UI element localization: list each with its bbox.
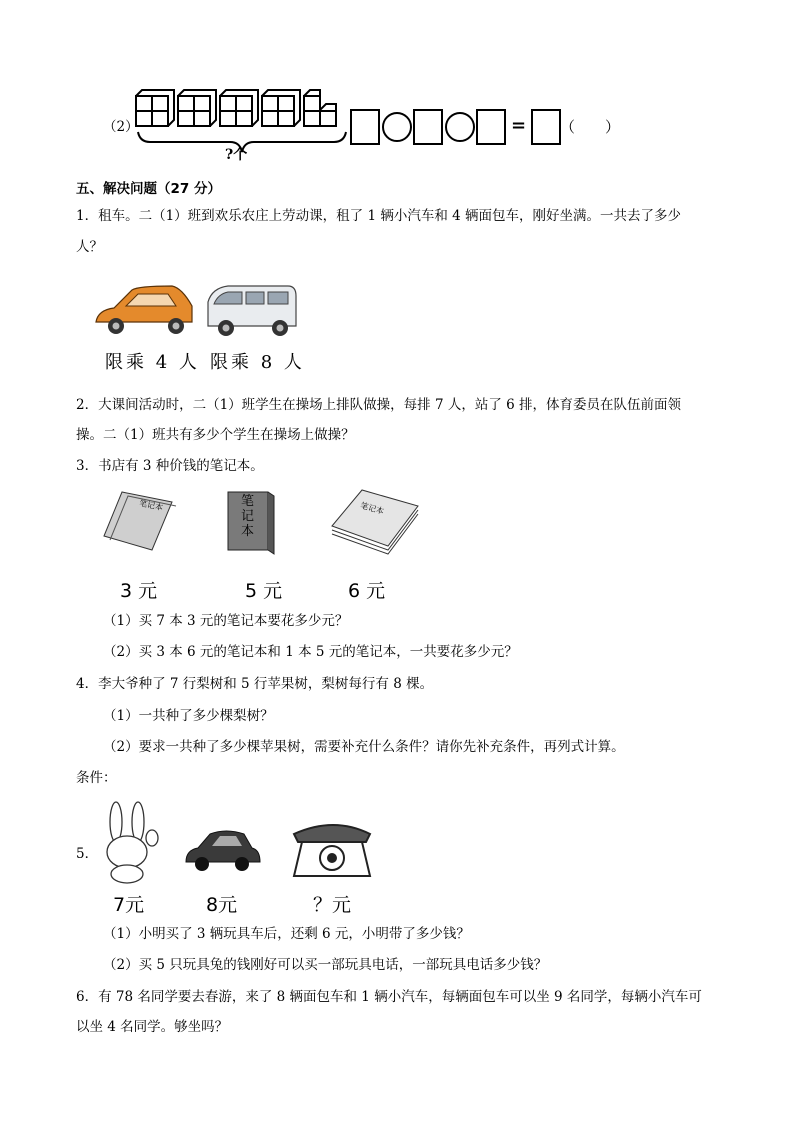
q4-sub2: （2）要求一共种了多少棵苹果树，需要补充什么条件？请你先补充条件，再列式计算。 (103, 739, 625, 755)
answer-box-3 (477, 110, 505, 144)
cube-group-1 (136, 90, 174, 126)
van-capacity-label: 限乘 8 人 (210, 352, 305, 373)
notebook-stack-title: 笔记本 (359, 500, 385, 517)
q5-number: 5． (76, 846, 99, 862)
figure-label: （2） (103, 119, 139, 135)
q3-sub1: （1）买 7 本 3 元的笔记本要花多少元？ (103, 613, 349, 629)
equals-sign: = (511, 115, 527, 136)
answer-parentheses: （ ） (560, 118, 621, 136)
equation-shapes (351, 110, 560, 144)
operator-circle-1 (383, 113, 411, 141)
cube-group-3 (220, 90, 258, 126)
answer-box-2 (414, 110, 442, 144)
car-icon (96, 286, 192, 334)
answer-box-4 (532, 110, 560, 144)
toy-phone-icon (294, 825, 370, 876)
car-capacity-label: 限乘 4 人 (105, 352, 200, 373)
car-price: 8元 (206, 894, 238, 916)
toy-car-icon (186, 831, 260, 871)
toy-illustration (100, 798, 380, 884)
cube-group-2 (178, 90, 216, 126)
van-icon (208, 286, 296, 336)
q1-text-line2: 人？ (76, 239, 103, 255)
cube-group-5 (304, 90, 336, 126)
q3-text-line1: 3．书店有 3 种价钱的笔记本。 (76, 458, 264, 474)
car-van-illustration (92, 282, 302, 344)
q4-text-line1: 4．李大爷种了 7 行梨树和 5 行苹果树，梨树每行有 8 棵。 (76, 676, 434, 692)
q6-text-line1: 6．有 78 名同学要去春游，来了 8 辆面包车和 1 辆小汽车，每辆面包车可以坐 9 名同学，每辆小汽车可 (76, 989, 702, 1005)
q5-sub1: （1）小明买了 3 辆玩具车后，还剩 6 元，小明带了多少钱？ (103, 926, 470, 942)
brace-label: ?个 (225, 147, 248, 163)
q2-text-line2: 操。二（1）班共有多少个学生在操场上做操？ (76, 427, 355, 443)
q4-condition-label: 条件： (76, 770, 117, 786)
rabbit-icon (107, 802, 158, 883)
q6-text-line2: 以坐 4 名同学。够坐吗？ (76, 1019, 229, 1035)
price-6-yuan: 6 元 (348, 580, 386, 602)
phone-price: ？元 (313, 894, 352, 916)
cube-groups (136, 90, 336, 126)
operator-circle-2 (446, 113, 474, 141)
price-3-yuan: 3 元 (120, 580, 158, 602)
q2-text-line1: 2．大课间活动时，二（1）班学生在操场上排队做操，每排 7 人，站了 6 排，体育委员在队伍前面领 (76, 397, 682, 413)
price-5-yuan: 5 元 (245, 580, 283, 602)
q5-sub2: （2）买 5 只玩具兔的钱刚好可以买一部玩具电话，一部玩具电话多少钱？ (103, 957, 548, 973)
notebook-thick-title: 笔记本 (241, 494, 255, 539)
q3-sub2: （2）买 3 本 6 元的笔记本和 1 本 5 元的笔记本，一共要花多少元？ (103, 644, 518, 660)
notebook-thin-title: 笔记本 (138, 498, 164, 513)
cube-figure (130, 88, 630, 170)
cube-group-4 (262, 90, 300, 126)
section-title: 五、解决问题（27 分） (76, 181, 221, 197)
rabbit-price: 7元 (113, 894, 145, 916)
q1-text-line1: 1．租车。二（1）班到欢乐农庄上劳动课，租了 1 辆小汽车和 4 辆面包车，刚好坐满。一共去了多少 (76, 208, 682, 224)
q4-sub1: （1）一共种了多少棵梨树？ (103, 708, 274, 724)
answer-box-1 (351, 110, 379, 144)
